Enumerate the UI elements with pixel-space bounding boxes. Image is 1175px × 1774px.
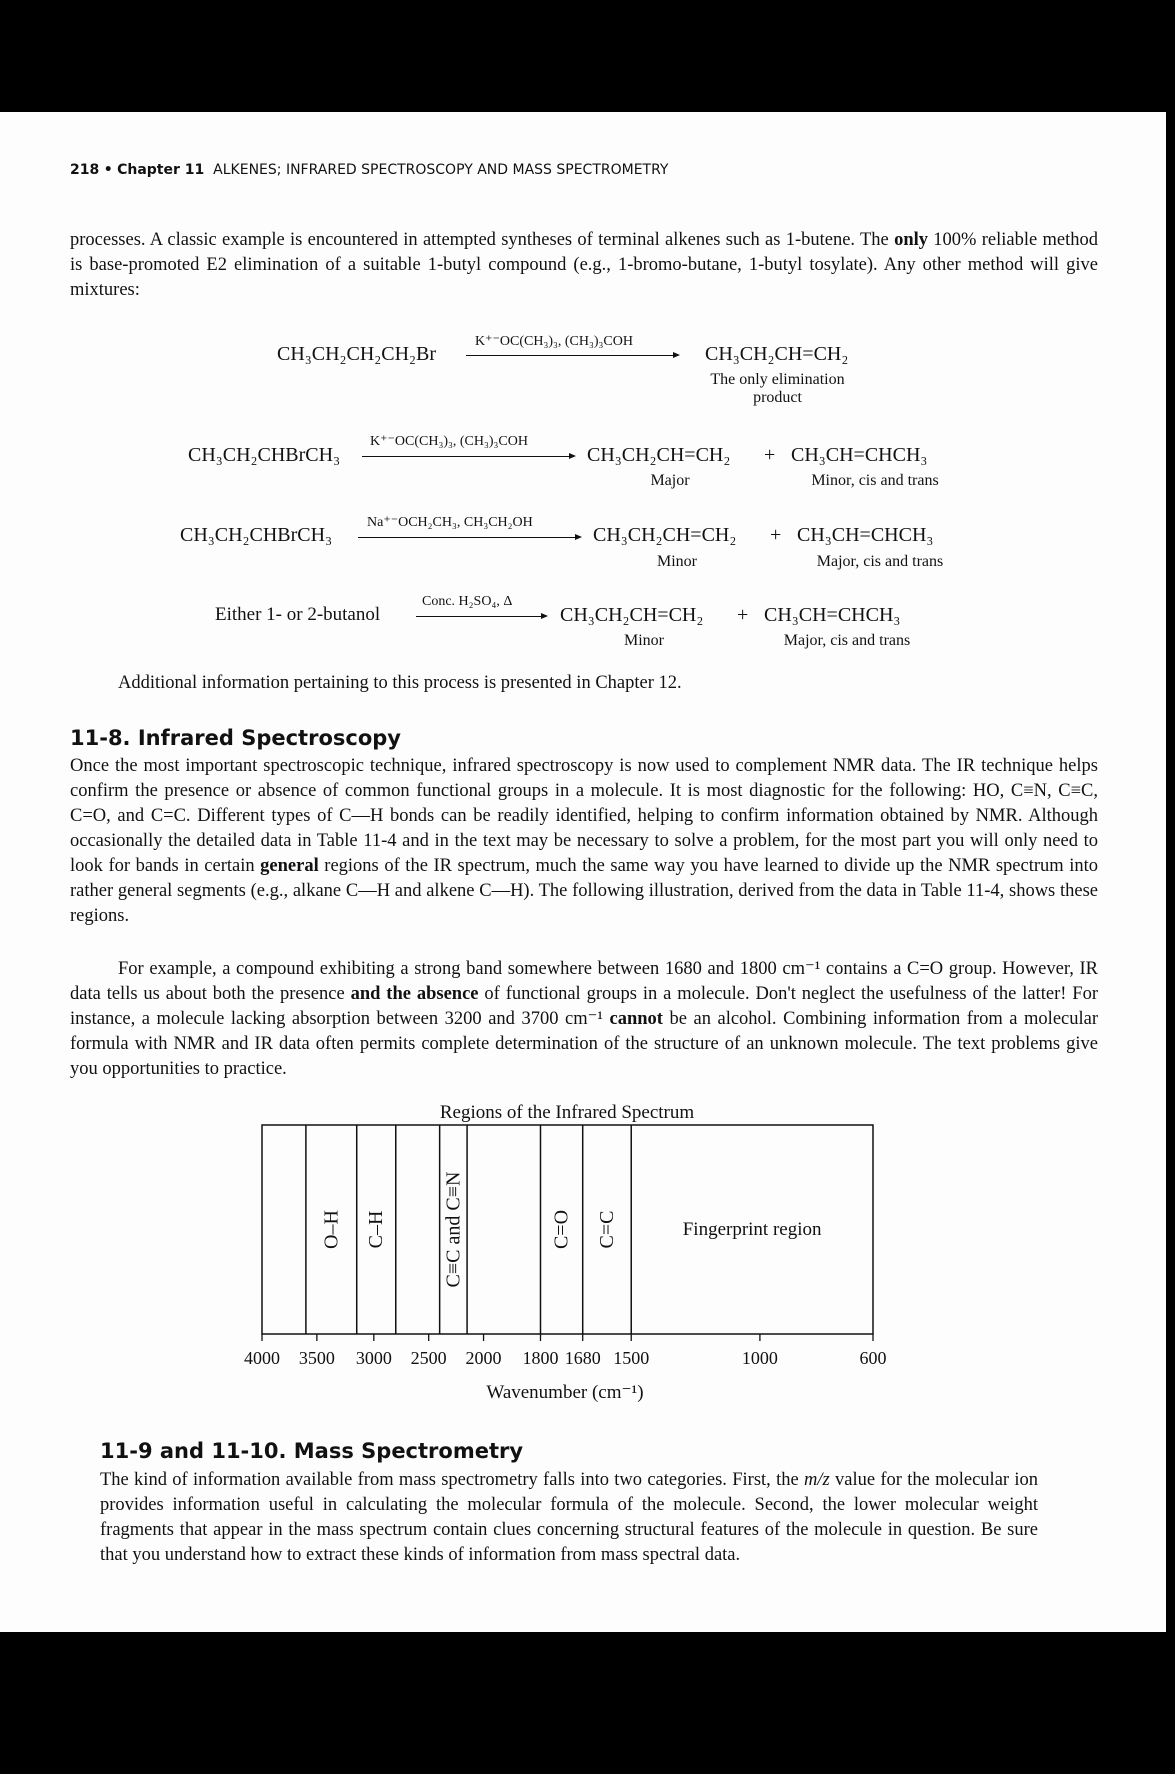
tick-label: 2500 — [410, 1348, 447, 1368]
italic-text: m/z — [803, 1470, 830, 1490]
conditions: K⁺⁻OC(CH₃)₃, (CH₃)₃COH — [475, 334, 633, 349]
product: CH₃CH₂CH=CH₂ — [560, 604, 704, 626]
chapter-title: ALKENES; INFRARED SPECTROSCOPY AND MASS SPECTROMETRY — [213, 162, 669, 178]
text: Once the most important spectroscopic technique, infrared spectroscopy is now used to complement NMR data. The IR technique helps confirm the presence or absence of common functional groups in a molecule. It is most diagnostic for the following: HO, C≡N, C≡C, C=O, and C=C. Different types of C—H bonds can be readily identified, helping to confirm information obtained by NMR. Although occasionally the detailed data in Table 11-4 and in the text may be necessary to solve a problem, for the most part you will only need to look for bands in certain — [70, 756, 1098, 876]
product: CH₃CH₂CH=CH₂ — [705, 343, 849, 365]
plus: + — [737, 604, 749, 626]
ir-regions-diagram — [230, 1096, 910, 1406]
product-label: Minor — [624, 632, 664, 649]
text: of functional groups in a molecule. Don't neglect the usefulness of the latter! For instance, a molecule lacking absorption between 3200 and 3700 cm⁻¹ — [70, 984, 1098, 1029]
text: regions of the IR spectrum, much the same way you have learned to divide up the NMR spectrum into rather general segments (e.g., alkane C—H and alkene C—H). The following illustration, derived from the data in Table 11-4, shows these regions. — [70, 856, 1098, 926]
label-line: product — [753, 389, 802, 406]
ms-paragraph — [100, 1468, 1038, 1568]
tick-label: 1800 — [522, 1348, 559, 1368]
ir-paragraph-1 — [70, 754, 1098, 929]
product-label: Minor, cis and trans — [811, 472, 939, 489]
bold-text: cannot — [609, 1009, 663, 1029]
bold-text: general — [260, 856, 319, 876]
product: CH₃CH₂CH=CH₂ — [593, 524, 737, 546]
reaction-arrow — [362, 456, 574, 457]
chapter-label: Chapter 11 — [117, 162, 205, 178]
tick-label: 1500 — [613, 1348, 650, 1368]
region-label: C=C — [595, 1210, 618, 1249]
region-label: O–H — [320, 1210, 343, 1249]
tick-label: 3500 — [298, 1348, 335, 1368]
plus: + — [764, 444, 776, 466]
product-label: Major, cis and trans — [816, 553, 944, 570]
product-label — [690, 371, 865, 407]
ir-paragraph-2 — [70, 957, 1098, 1082]
text: 100% reliable method is base-promoted E2 elimination of a suitable 1-butyl compound (e.g., 1-bromo-butane, 1-butyl tosylate). Any other method will give mixtures: — [70, 230, 1098, 300]
text: For example, a compound exhibiting a strong band somewhere between 1680 and 1800 cm⁻¹ contains a C=O group. However, IR data tells us about both the presence — [70, 959, 1098, 1004]
product: CH₃CH₂CH=CH₂ — [587, 444, 731, 466]
text: processes. A classic example is encountered in attempted syntheses of terminal alkenes such as 1-butene. The — [70, 230, 895, 250]
reaction-arrow — [416, 616, 546, 617]
reaction-arrow — [466, 355, 678, 356]
conditions: Conc. H₂SO₄, Δ — [422, 594, 513, 609]
tick-label: 4000 — [244, 1348, 280, 1368]
reactant: CH₃CH₂CHBrCH₃ — [180, 524, 333, 546]
region-label: C–H — [365, 1210, 388, 1249]
tick-label: 1680 — [564, 1348, 601, 1368]
conditions: Na⁺⁻OCH₂CH₃, CH₃CH₂OH — [367, 515, 533, 530]
tick-label: 1000 — [741, 1348, 778, 1368]
product: CH₃CH=CHCH₃ — [791, 444, 928, 466]
text: be an alcohol. Combining information from a molecular formula with NMR and IR data often permits complete determination of the structure of an unknown molecule. The text problems give you opportunities to practice. — [70, 1009, 1099, 1079]
bold-text: only — [894, 230, 928, 250]
tick-label: 3000 — [355, 1348, 392, 1368]
region-label: C≡C and C≡N — [442, 1171, 465, 1288]
region-label: Fingerprint region — [682, 1219, 822, 1240]
additional-info: Additional information pertaining to this process is presented in Chapter 12. — [118, 673, 682, 693]
section-heading: 11-9 and 11-10. Mass Spectrometry — [100, 1439, 524, 1463]
chart-title: Regions of the Infrared Spectrum — [439, 1102, 695, 1123]
reactant: CH₃CH₂CHBrCH₃ — [188, 444, 341, 466]
running-header: 218 • Chapter 11 ALKENES; INFRARED SPECTROSCOPY AND MASS SPECTROMETRY — [70, 162, 669, 178]
section-heading: 11-8. Infrared Spectroscopy — [70, 726, 401, 750]
region-label: C=O — [550, 1209, 573, 1250]
reactant: Either 1- or 2-butanol — [215, 604, 381, 625]
intro-paragraph — [70, 228, 1098, 303]
tick-label: 600 — [859, 1348, 887, 1368]
text: The kind of information available from mass spectrometry falls into two categories. First, the — [100, 1470, 804, 1490]
x-axis-label: Wavenumber (cm⁻¹) — [486, 1382, 644, 1403]
page-number: 218 — [70, 162, 100, 178]
conditions: K⁺⁻OC(CH₃)₃, (CH₃)₃COH — [370, 434, 528, 449]
product-label: Major, cis and trans — [783, 632, 911, 649]
tick-label: 2000 — [465, 1348, 502, 1368]
product-label: Major — [650, 472, 690, 489]
product: CH₃CH=CHCH₃ — [764, 604, 901, 626]
reactant: CH₃CH₂CH₂CH₂Br — [277, 343, 437, 365]
bold-text: and the absence — [350, 984, 479, 1004]
product: CH₃CH=CHCH₃ — [797, 524, 934, 546]
label-line: The only elimination — [710, 371, 845, 388]
plus: + — [770, 524, 782, 546]
product-label: Minor — [657, 553, 697, 570]
reaction-arrow — [358, 537, 580, 538]
text: value for the molecular ion provides information useful in calculating the molecular formula of the molecule. Second, the lower molecular weight fragments that appear in the mass spectrum contain clues concerning structural features of the molecule in question. Be sure that you understand how to extract these kinds of information from mass spectral data. — [100, 1470, 1038, 1565]
